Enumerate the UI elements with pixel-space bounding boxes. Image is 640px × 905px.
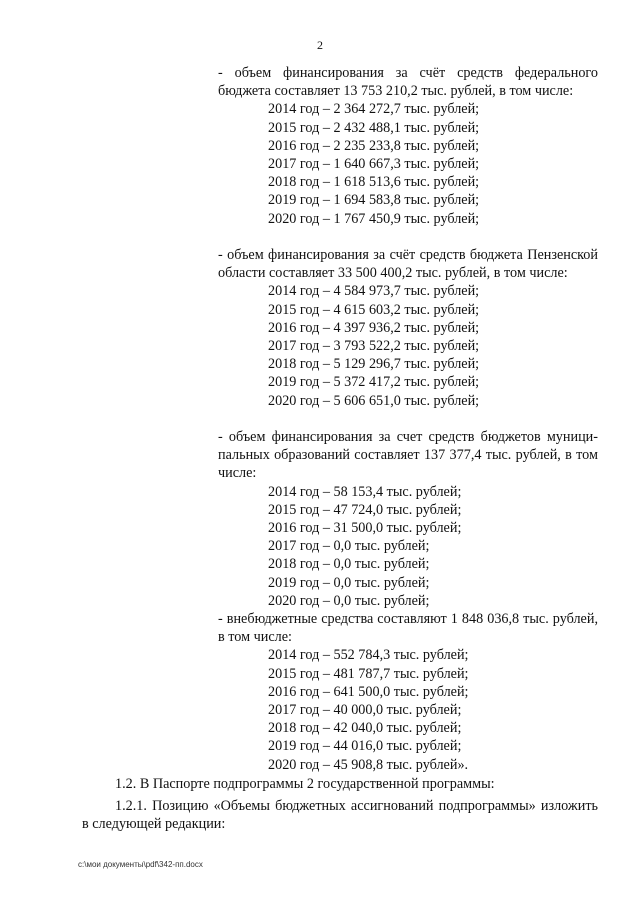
- year-line: 2019 год – 0,0 тыс. рублей;: [268, 574, 430, 591]
- year-line: 2016 год – 2 235 233,8 тыс. рублей;: [268, 137, 480, 154]
- year-line: 2018 год – 42 040,0 тыс. рублей;: [268, 720, 462, 737]
- year-line: 2014 год – 58 153,4 тыс. рублей;: [268, 483, 462, 500]
- municipal-budget-block: [218, 428, 598, 610]
- extrabudgetary-intro: - внебюджетные средства составляют 1 848 036,8 тыс. рублей, в том числе:: [218, 611, 598, 646]
- regional-budget-block: [218, 246, 598, 410]
- year-line: 2015 год – 2 432 488,1 тыс. рублей;: [268, 119, 480, 136]
- year-line: 2015 год – 47 724,0 тыс. рублей;: [268, 501, 462, 518]
- year-line: 2014 год – 2 364 272,7 тыс. рублей;: [268, 101, 480, 118]
- year-line: 2020 год – 1 767 450,9 тыс. рублей;: [268, 210, 480, 227]
- year-line: 2016 год – 641 500,0 тыс. рублей;: [268, 683, 469, 700]
- footer-file-path: c:\мои документы\pdf\342-пп.docx: [78, 860, 203, 869]
- municipal-budget-intro: - объем финансирования за счет средств бюджетов муници-пальных образований составляет 137 377,4 тыс. рублей, в том числе:: [218, 429, 598, 482]
- year-line: 2018 год – 0,0 тыс. рублей;: [268, 556, 430, 573]
- year-line: 2020 год – 0,0 тыс. рублей;: [268, 592, 430, 609]
- federal-budget-block: [218, 64, 598, 228]
- item-1-2-paragraph: 1.2. В Паспорте подпрограммы 2 государственной программы:: [115, 776, 495, 792]
- year-line: 2018 год – 5 129 296,7 тыс. рублей;: [268, 356, 480, 373]
- extrabudgetary-years: [218, 646, 598, 773]
- federal-budget-years: [218, 100, 598, 227]
- year-line: 2018 год – 1 618 513,6 тыс. рублей;: [268, 174, 480, 191]
- year-line: 2016 год – 4 397 936,2 тыс. рублей;: [268, 319, 480, 336]
- extrabudgetary-block: [218, 610, 598, 774]
- year-line: 2017 год – 3 793 522,2 тыс. рублей;: [268, 338, 480, 355]
- year-line: 2019 год – 1 694 583,8 тыс. рублей;: [268, 192, 480, 209]
- regional-budget-years: [218, 282, 598, 409]
- item-1-2-1-paragraph: 1.2.1. Позицию «Объемы бюджетных ассигнований подпрограммы» изложить в следующей редакции:: [82, 798, 598, 833]
- regional-budget-intro: - объем финансирования за счёт средств бюджета Пензенской области составляет 33 500 400,2 тыс. рублей, в том числе:: [218, 247, 598, 282]
- year-line: 2016 год – 31 500,0 тыс. рублей;: [268, 520, 462, 537]
- municipal-budget-years: [218, 483, 598, 610]
- year-line: 2014 год – 552 784,3 тыс. рублей;: [268, 647, 469, 664]
- year-line: 2017 год – 1 640 667,3 тыс. рублей;: [268, 156, 480, 173]
- year-line: 2014 год – 4 584 973,7 тыс. рублей;: [268, 283, 480, 300]
- year-line: 2020 год – 45 908,8 тыс. рублей».: [268, 756, 469, 773]
- year-line: 2020 год – 5 606 651,0 тыс. рублей;: [268, 392, 480, 409]
- year-line: 2017 год – 40 000,0 тыс. рублей;: [268, 702, 462, 719]
- year-line: 2019 год – 5 372 417,2 тыс. рублей;: [268, 374, 480, 391]
- year-line: 2015 год – 4 615 603,2 тыс. рублей;: [268, 301, 480, 318]
- page-number: 2: [317, 38, 323, 52]
- federal-budget-intro: - объем финансирования за счёт средств федерального бюджета составляет 13 753 210,2 тыс. рублей, в том числе:: [218, 65, 598, 100]
- year-line: 2019 год – 44 016,0 тыс. рублей;: [268, 738, 462, 755]
- year-line: 2017 год – 0,0 тыс. рублей;: [268, 538, 430, 555]
- year-line: 2015 год – 481 787,7 тыс. рублей;: [268, 665, 469, 682]
